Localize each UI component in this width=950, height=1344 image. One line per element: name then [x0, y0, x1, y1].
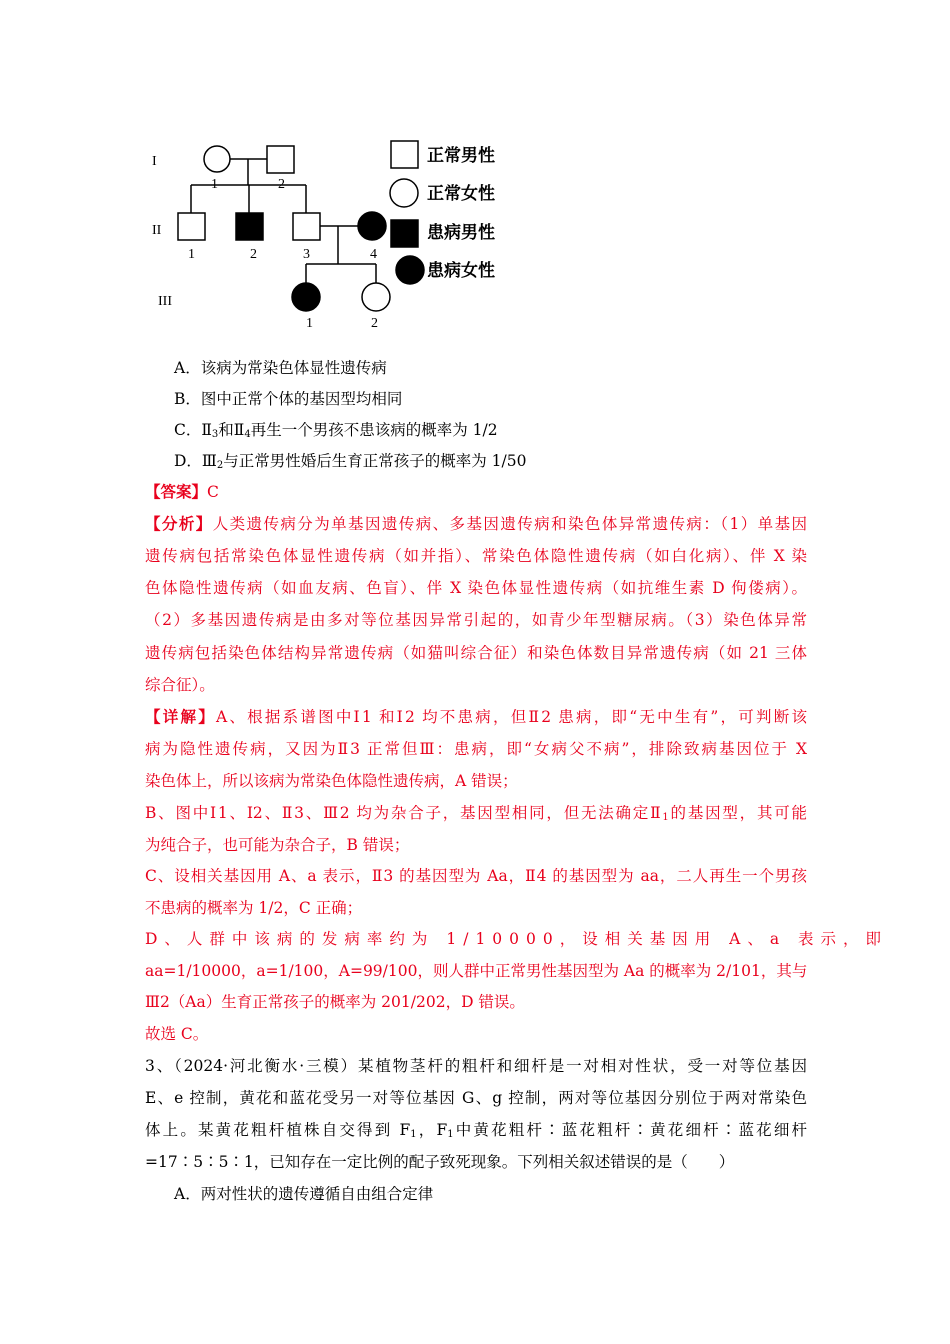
- detail-line-2: 病为隐性遗传病，又因为Ⅱ3 正常但Ⅲ：患病，即“女病父不病”，排除致病基因位于 X: [145, 740, 807, 758]
- detail-b-text: 的基因型，其可能: [668, 804, 807, 822]
- q3-stem-text: ，F: [416, 1121, 448, 1139]
- conclusion: 故选 C。: [145, 1025, 209, 1043]
- legend-affected-female: 患病女性: [427, 261, 495, 281]
- analysis-tag: 【分析】: [145, 514, 213, 533]
- analysis-line-3: 色体隐性遗传病（如血友病、色盲）、伴 X 染色体显性遗传病（如抗维生素 D 佝偻病）。: [145, 579, 807, 597]
- gen3-female-2: [362, 283, 390, 311]
- detail-d-line-2: aa=1/10000，a=1/100，A=99/100，则人群中正常男性基因型为 Aa 的概率为 2/101，其与: [145, 962, 808, 980]
- q3-stem-line-4: =17∶5∶5∶1，已知存在一定比例的配子致死现象。下列相关叙述错误的是（ ）: [145, 1153, 735, 1171]
- detail-c-line-2: 不患病的概率为 1/2，C 正确；: [145, 899, 363, 917]
- gen1-male-2: [267, 146, 294, 173]
- q2-option-c: [174, 420, 498, 440]
- gen1-number-2: 2: [278, 177, 285, 192]
- gen-label-2: II: [152, 223, 162, 238]
- q2-option-b: B．图中正常个体的基因型均相同: [174, 390, 403, 408]
- q2-option-c-text: 和Ⅱ: [218, 421, 245, 439]
- gen3-number-1: 1: [306, 316, 313, 331]
- q3-option-a: A．两对性状的遗传遵循自由组合定律: [174, 1185, 434, 1203]
- q3-stem-line-2: E、e 控制，黄花和蓝花受另一对等位基因 G、g 控制，两对等位基因分别位于两对常染色: [145, 1089, 807, 1107]
- detail-c-line-1: C、设相关基因用 A、a 表示，Ⅱ3 的基因型为 Aa，Ⅱ4 的基因型为 aa，二人再生一个男孩: [145, 867, 807, 885]
- legend-normal-female: 正常女性: [427, 184, 495, 204]
- detail-d-line-1: D、人群中该病的发病率约为 1/10000，设相关基因用 A、a 表示，即: [145, 930, 889, 948]
- subscript: 4: [244, 429, 251, 440]
- analysis-text: 人类遗传病分为单基因遗传病、多基因遗传病和染色体异常遗传病：（1）单基因: [212, 515, 807, 533]
- analysis-line-6: 综合征）。: [145, 676, 215, 694]
- detail-d-line-3: Ⅲ2（Aa）生育正常孩子的概率为 201/202，D 错误。: [145, 993, 525, 1011]
- gen2-affected-male-2: [236, 213, 263, 240]
- q2-option-d: [174, 451, 527, 471]
- gen-label-3: III: [158, 294, 172, 309]
- answer-tag: 【答案】: [145, 482, 208, 501]
- legend-affected-male-icon: [391, 220, 418, 247]
- detail-text: A、根据系谱图中Ⅰ1 和Ⅰ2 均不患病，但Ⅱ2 患病，即“无中生有”，可判断该: [215, 708, 807, 726]
- gen-label-1: I: [152, 154, 157, 169]
- detail-line-3: 染色体上，所以该病为常染色体隐性遗传病，A 错误；: [145, 772, 518, 790]
- q2-option-c-text: C．Ⅱ: [174, 421, 212, 439]
- gen2-male-3: [293, 213, 320, 240]
- gen3-affected-female-1: [292, 283, 320, 311]
- q3-stem-text: 体上。某黄花粗杆植株自交得到 F: [145, 1121, 411, 1139]
- gen2-number-1: 1: [188, 247, 195, 262]
- legend-normal-male-icon: [391, 141, 418, 168]
- gen2-number-4: 4: [370, 247, 377, 262]
- answer-line: [145, 482, 219, 502]
- q2-option-c-text: 再生一个男孩不患该病的概率为 1/2: [250, 421, 498, 439]
- detail-b-line-2: 为纯合子，也可能为杂合子，B 错误；: [145, 836, 410, 854]
- gen1-number-1: 1: [211, 177, 218, 192]
- detail-b-line-1: [145, 803, 807, 823]
- q3-stem-line-1: 3、（2024·河北衡水·三模）某植物茎杆的粗杆和细杆是一对相对性状，受一对等位基因: [145, 1057, 807, 1075]
- detail-b-text: B、图中Ⅰ1、I2、Ⅱ3、Ⅲ2 均为杂合子，基因型相同，但无法确定Ⅱ: [145, 804, 663, 822]
- analysis-line-2: 遗传病包括常染色体显性遗传病（如并指）、常染色体隐性遗传病（如白化病）、伴 X 染: [145, 547, 807, 565]
- detail-line-1: [145, 707, 807, 727]
- q2-option-a: A．该病为常染色体显性遗传病: [174, 359, 387, 377]
- analysis-line-5: 遗传病包括染色体结构异常遗传病（如猫叫综合征）和染色体数目异常遗传病（如 21 三体: [145, 644, 807, 662]
- gen2-number-2: 2: [250, 247, 257, 262]
- gen2-number-3: 3: [303, 247, 310, 262]
- subscript: 1: [410, 1129, 417, 1140]
- gen1-female-1: [204, 146, 230, 172]
- gen2-male-1: [178, 213, 205, 240]
- subscript: 1: [662, 812, 669, 823]
- q2-option-d-text: D．Ⅲ: [174, 452, 217, 470]
- detail-tag: 【详解】: [145, 707, 216, 726]
- q3-stem-line-3: [145, 1120, 807, 1140]
- gen3-number-2: 2: [371, 316, 378, 331]
- legend-affected-female-icon: [396, 256, 424, 284]
- pedigree-chart: [140, 130, 520, 335]
- analysis-line-4: （2）多基因遗传病是由多对等位基因异常引起的，如青少年型糖尿病。（3）染色体异常: [145, 611, 807, 629]
- legend-normal-female-icon: [390, 179, 418, 207]
- legend-normal-male: 正常男性: [427, 146, 495, 166]
- subscript: 2: [216, 460, 224, 471]
- answer-value: C: [207, 483, 219, 501]
- q2-option-d-text: 与正常男性婚后生育正常孩子的概率为 1/50: [223, 452, 527, 470]
- legend-affected-male: 患病男性: [427, 223, 495, 243]
- analysis-line-1: [145, 514, 807, 534]
- q3-stem-text: 中黄花粗杆∶蓝花粗杆∶黄花细杆∶蓝花细杆: [453, 1121, 807, 1139]
- subscript: 3: [211, 429, 219, 440]
- subscript: 1: [447, 1129, 454, 1140]
- gen2-affected-female-4: [358, 212, 386, 240]
